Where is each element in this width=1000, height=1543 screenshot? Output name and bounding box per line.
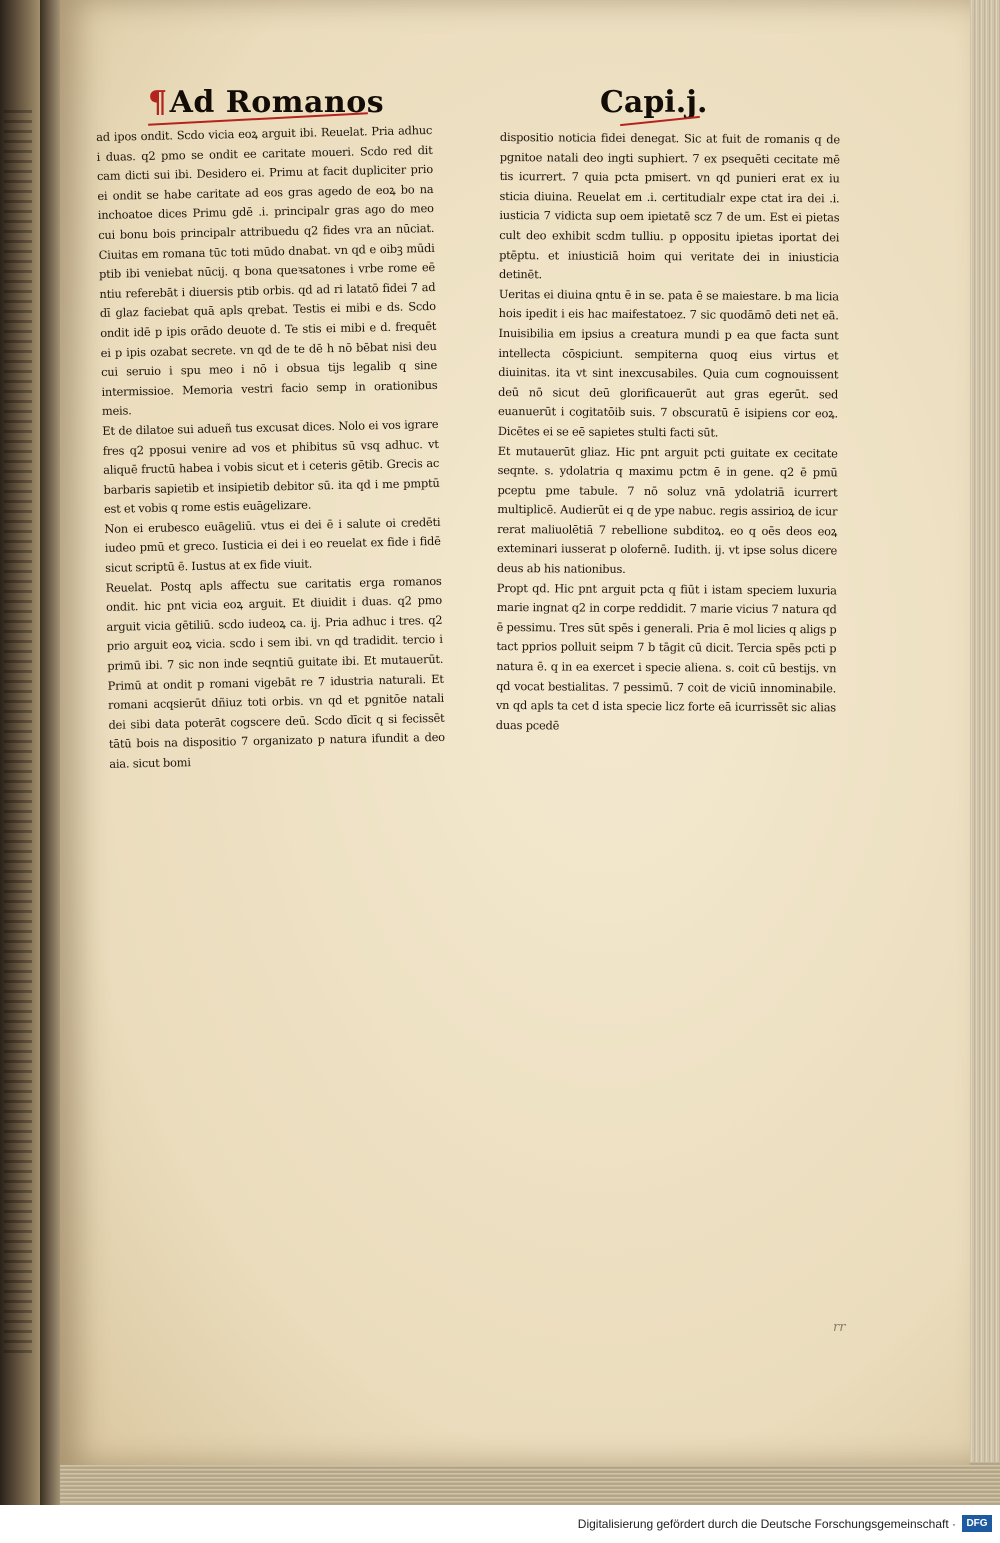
paragraph: ad ipos ondit. Scdo vicia eoꝝ arguit ibi. Reuelat. Pria adhuc i duas. q2 pmo se ondit ee caritate moueri. Scdo red dit cam dicti sui ibi. Desidero ei. Primu at facit dupliciter prio ei ondit se habe caritate ad eos gras agedo de eoꝝ bo na inchoatoe dices Primu gdē .i. principalr gras ago do meo cui bonu bois principalr attribuedu q2 fides vra an nūciat. Ciuitas em romana tūc toti mūdo dnabat. vn qd e oibꝫ mūdi ptib ibi veniebat nūcij. q bona queꝛsatones i vrbe rome eē ntiu referebāt i diuersis ptib orbis. qd ad ri latatō fidei 7 ad dī glaz faciebat quā apls qrebat. Testis ei mibi e ds. Scdo ondit idē p ipis orādo deuote d. Te stis ei mibi e d. frequēt ei p ipis ozabat secrete. vn qd de te dē h nō bēbat nisi deu cui seruio i spu meo i nō i obsua tijs legalib q sine intermissioe. Memoria vestri facio semp in orationibus meis. [96, 122, 438, 419]
header-right-title: Capi.j. [600, 85, 708, 120]
paragraph: dispositio noticia fidei denegat. Sic at fuit de romanis q de pgnitoe natali deo ingti suphiert. 7 ex psequēti cecitate mē tis icurrert. 7 quia pcta pmisert. vn qd punieri erat ex iu sticia diuina. Reuelat em .i. certitudialr expe ctat ira dei .i. iusticia 7 vidicta sup oem ipietatē scz 7 de um. Est ei pietas cult deo exhibit scdm tulliu. p oppositu ipietas iportat dei ptēptu. et iniusticiā hoim qui veritate dei in iniusticia detinēt. [498, 129, 840, 282]
header-left-title: Ad Romanos [169, 85, 385, 120]
folio-mark: rr [833, 1320, 846, 1335]
text-column-left [96, 121, 445, 774]
paragraph: Ueritas ei diuina qntu ē in se. pata ē se maiestare. b ma licia hois ipedit i eis hac maifestatoez. 7 sic quodāmō deti net eā. Inuisibilia em ipsius a creatura mundi p ea que facta sunt intellecta cōspiciunt. sempiterna quoq eius virtus et diuinitas. ita vt sint inexcusabiles. Quia cum cognouissent deū nō sicut deū glorificauerūt aut gras egerūt. sed euanuerūt i cogitatōib suis. 7 obscuratū ē isipiens cor eoꝝ. Dicētes ei se eē sapietes stulti facti sūt. [497, 286, 839, 440]
paragraph: Et mutauerūt gliaz. Hic pnt arguit pcti guitate ex cecitate seqnte. s. ydolatria q maximu pctm ē in gene. q2 ē pmū pceptu pme tabule. 7 nō soluz vnā ydolatriā icurrert multiplicē. Audierūt ei q de ype nabuc. regis assirioꝝ de icur rerat maliuolētiā 7 rebellione subditoꝝ. eo q oēs deos eoꝝ exteminari iusserat p olofernē. Iudith. ij. vt ipse solus dicere deus ab his nationibus. [496, 443, 838, 576]
footer-bar [0, 1505, 1000, 1543]
pilcrow-icon: ¶ [148, 85, 168, 120]
paragraph: Reuelat. Postq apls affectu sue caritatis erga romanos ondit. hic pnt vicia eoꝝ arguit. Et diuidit i duas. q2 pmo arguit vicia gētiliū. scdo iudeoꝝ ca. ij. Pria adhuc i tres. q2 prio arguit eoꝝ vicia. scdo i sem ibi. vn qd tradidit. tercio i primū ibi. 7 sic non inde seqntiū guitate ibi. Et mutauerūt. Primū at ondit p romani vigebāt re 7 idustria naturali. Et romani acqsierūt dñiuz toti orbis. vn qd et pgnitōe natali dei sibi data poterāt cogscere deū. Scdo dīcit q si fecissēt tātū bois na dispositio 7 organizato p natura ifundit a deo aia. sicut bomi [105, 573, 445, 771]
paragraph: Propt qd. Hic pnt arguit pcta q fiūt i istam speciem luxuria marie ingnat q2 in corpe reddidit. 7 marie vicius 7 natura qd ē pessimu. Tres sūt spēs i generali. Pria ē mol licies q aligs p tact pprios polluit seipm 7 b tāgit cū dicit. Tercia spēs pcti p natura ē. q in ea exercet i specie aliena. s. coit cū bestijs. vn qd vocat bestialitas. 7 pessimū. 7 coit de viciū innominabile. vn qd apls ta cet d ista specie licz forte eā icurrissēt sic alias duas pcedē [495, 580, 837, 733]
dfg-logo-icon[interactable]: DFG [962, 1515, 992, 1532]
running-header-right [600, 85, 707, 120]
paragraph: Et de dilatoe sui adueñ tus excusat dices. Nolo ei vos igrare fres q2 pposui venire ad vos et phibitus sū vsq adhuc. vt aliquē fructū habea i vobis sicut et i ceteris gētib. Grecis ac barbaris sapietib et insipietib debitor sū. ita qd i me pmptū est et vobis q rome estis euāgelizare. [102, 416, 440, 517]
previous-page-text [4, 110, 32, 1360]
funding-credit: Digitalisierung gefördert durch die Deutsche Forschungsgemeinschaft · [577, 1517, 956, 1531]
paragraph: Non ei erubesco euāgeliū. vtus ei dei ē i salute oi credēti iudeo pmū et greco. Iusticia ei dei i eo reuelat ex fide i fidē sicut scriptū ē. Iustus at ex fide viuit. [104, 514, 441, 575]
page-stack-bottom [60, 1462, 1000, 1505]
text-column-right [496, 128, 840, 738]
page-stack-edges [968, 0, 1000, 1505]
